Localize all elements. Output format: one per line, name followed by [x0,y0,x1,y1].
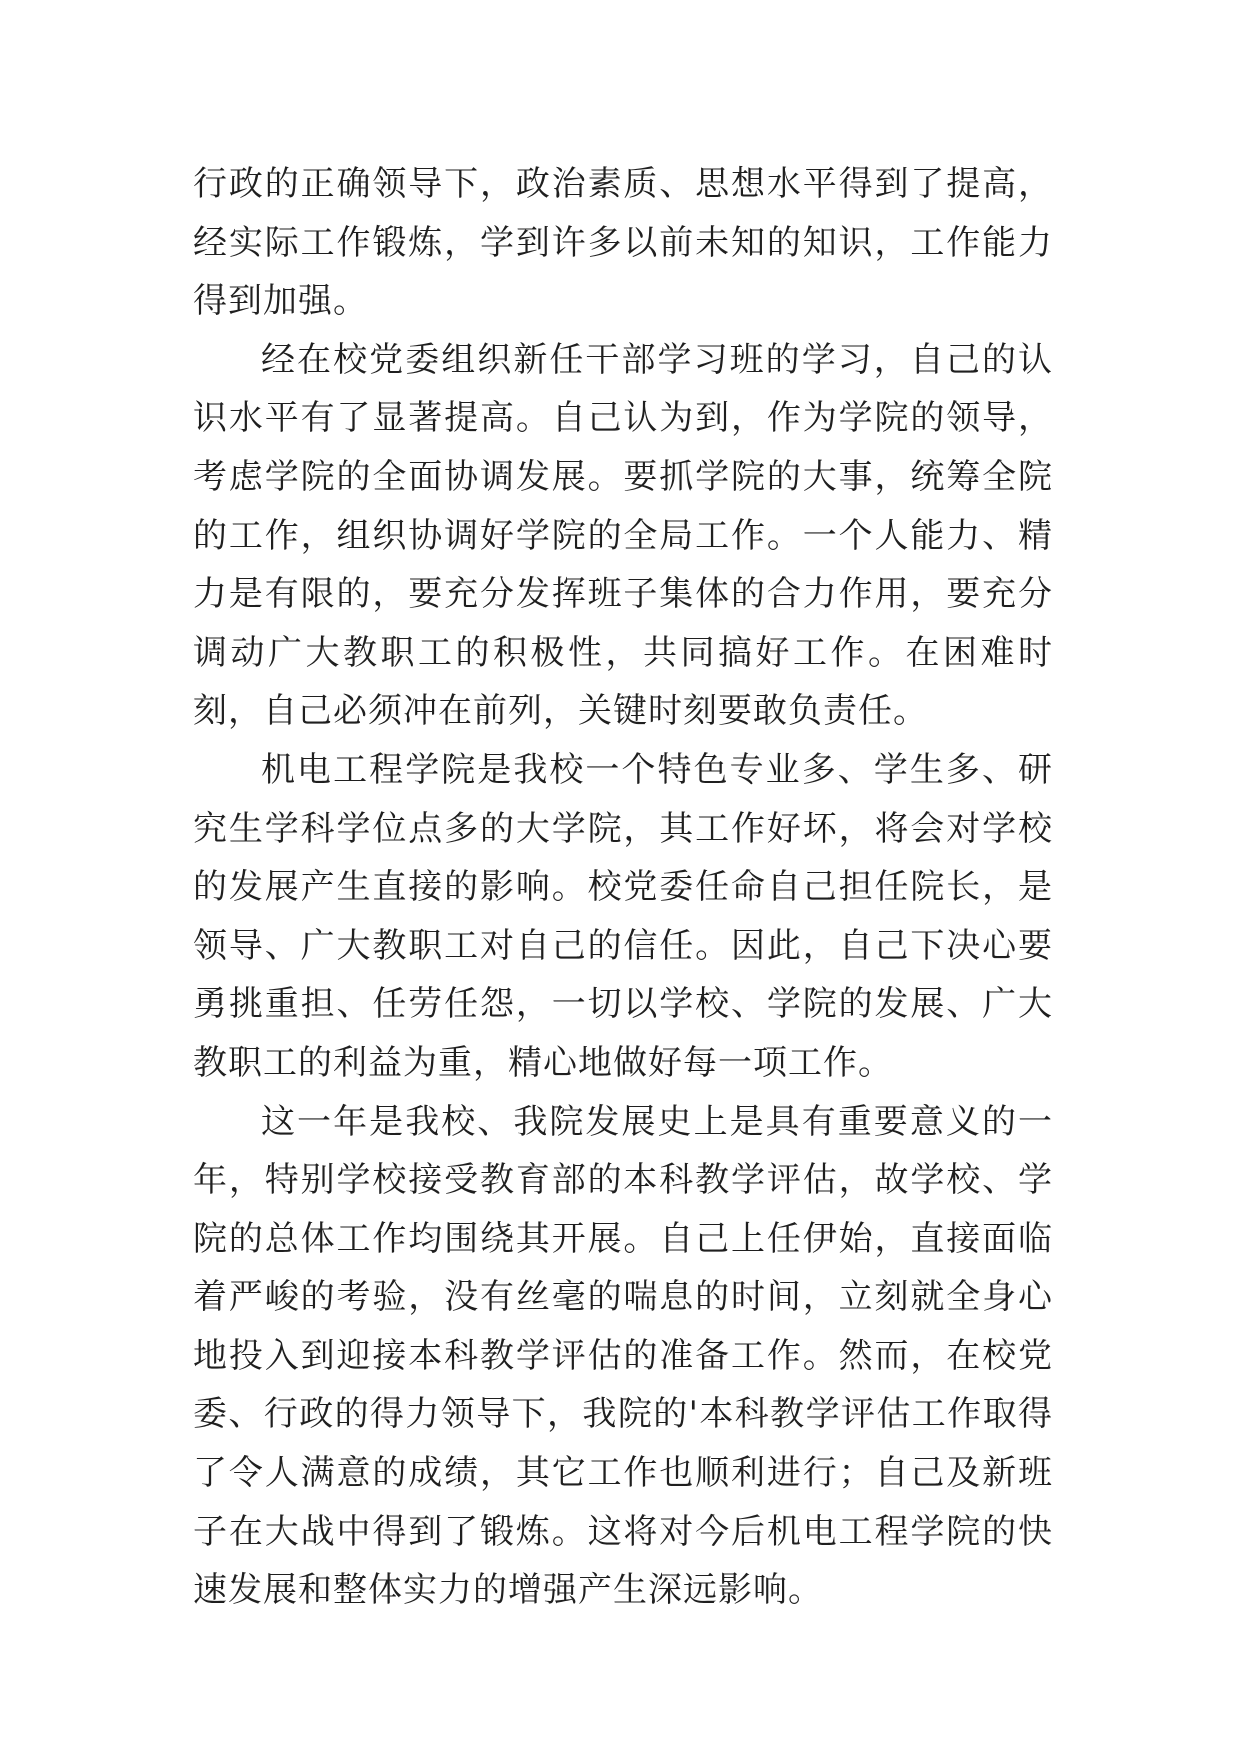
paragraph-2: 经在校党委组织新任干部学习班的学习，自己的认识水平有了显著提高。自己认为到，作为学院的领导，考虑学院的全面协调发展。要抓学院的大事，统筹全院的工作，组织协调好学院的全局工作。一个人能力、精力是有限的，要充分发挥班子集体的合力作用，要充分调动广大教职工的积极性，共同搞好工作。在困难时刻，自己必须冲在前列，关键时刻要敢负责任。 [193,339,1053,732]
paragraph-4: 这一年是我校、我院发展史上是具有重要意义的一年，特别学校接受教育部的本科教学评估，故学校、学院的总体工作均围绕其开展。自己上任伊始，直接面临着严峻的考验，没有丝毫的喘息的时间，立刻就全身心地投入到迎接本科教学评估的准备工作。然而，在校党委、行政的得力领导下，我院的'本科教学评估工作取得了令人满意的成绩，其它工作也顺利进行；自己及新班子在大战中得到了锻炼。这将对今后机电工程学院的快速发展和整体实力的增强产生深远影响。 [193,1101,1053,1611]
paragraph-3: 机电工程学院是我校一个特色专业多、学生多、研究生学科学位点多的大学院，其工作好坏，将会对学校的发展产生直接的影响。校党委任命自己担任院长，是领导、广大教职工对自己的信任。因此，自己下决心要勇挑重担、任劳任怨，一切以学校、学院的发展、广大教职工的利益为重，精心地做好每一项工作。 [193,749,1053,1083]
paragraph-1: 行政的正确领导下，政治素质、思想水平得到了提高，经实际工作锻炼，学到许多以前未知的知识，工作能力得到加强。 [193,164,1053,322]
document-page [193,155,1053,1620]
